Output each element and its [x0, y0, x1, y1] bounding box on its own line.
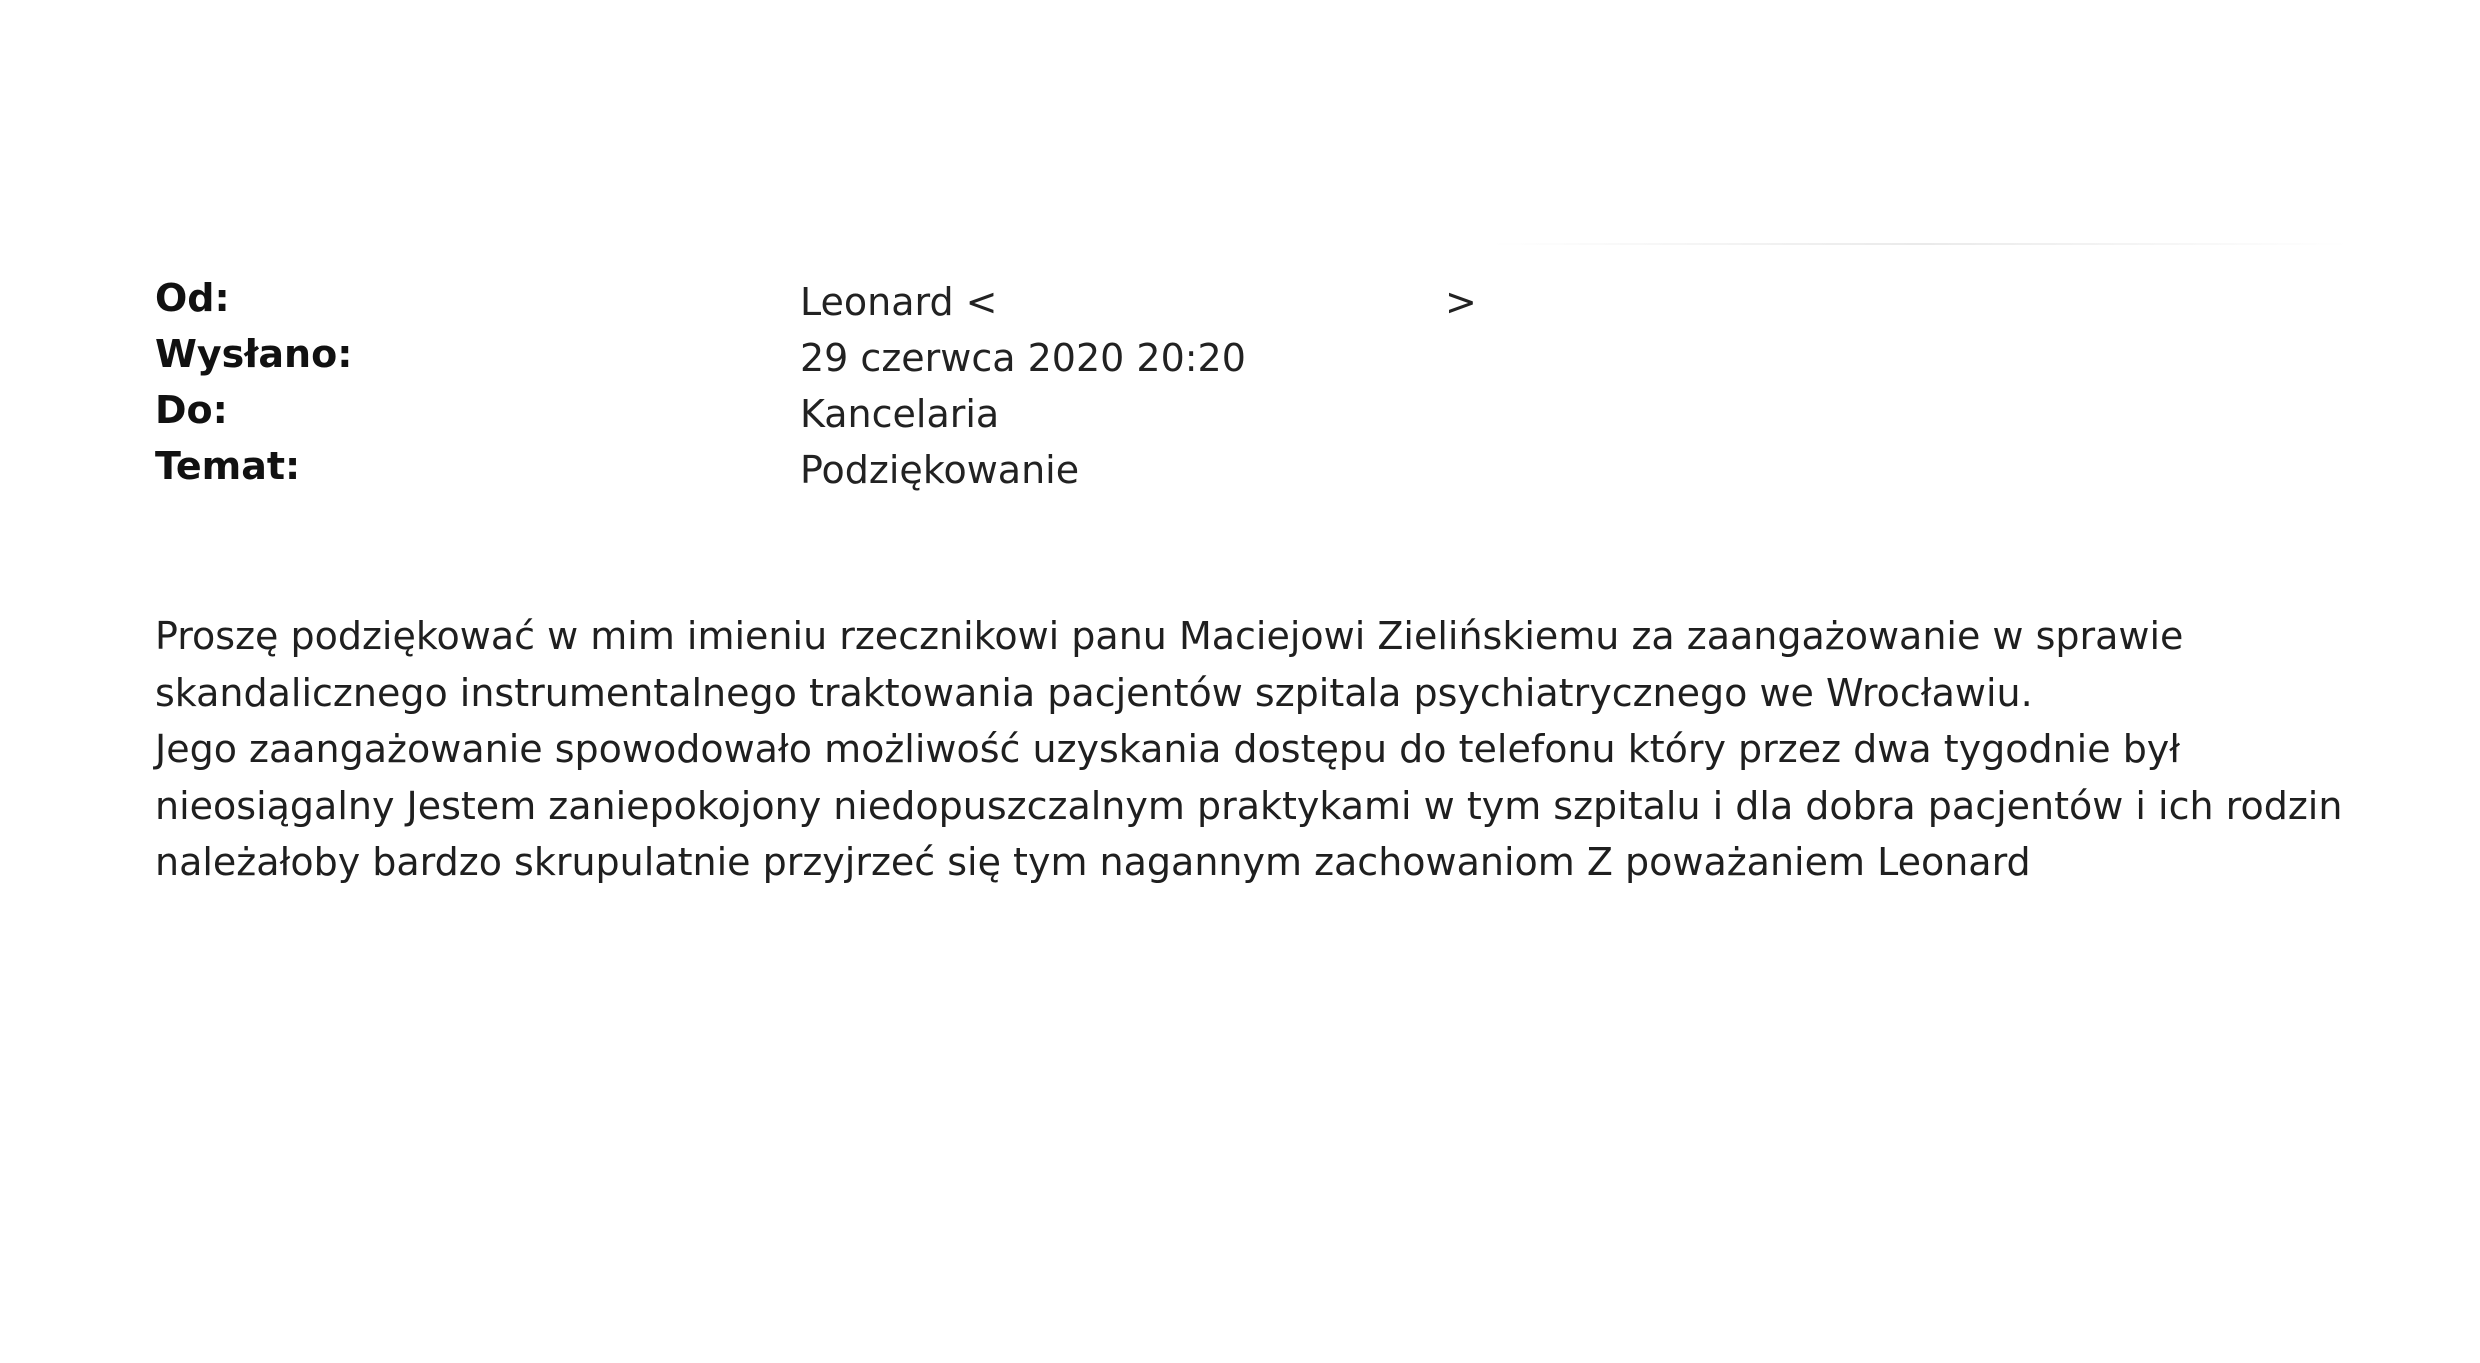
from-value-end: > — [1445, 280, 1477, 324]
body-line: skandalicznego instrumentalnego traktowania pacjentów szpitala psychiatrycznego we Wrocławiu. — [155, 670, 2033, 715]
sent-value: 29 czerwca 2020 20:20 — [800, 336, 1246, 380]
body-line: Jego zaangażowanie spowodowało możliwość uzyskania dostępu do telefonu który przez dwa tygodnie był — [155, 727, 2181, 771]
to-value: Kancelaria — [800, 392, 1000, 436]
from-label: Od: — [155, 276, 230, 320]
header-row-from — [155, 270, 1555, 326]
to-label: Do: — [155, 388, 228, 432]
header-row-to — [155, 382, 1555, 438]
body-line: nieosiągalny Jestem zaniepokojony niedopuszczalnym praktykami w tym szpitalu i dla dobra pacjentów i ich rodzin — [155, 783, 2343, 828]
email-body — [155, 608, 2343, 891]
scan-artifact-line — [1490, 243, 2350, 245]
from-value: Leonard < — [800, 280, 998, 324]
body-line: Proszę podziękować w mim imieniu rzecznikowi panu Maciejowi Zielińskiemu za zaangażowanie w sprawie — [155, 614, 2184, 658]
header-row-subject — [155, 438, 1555, 494]
header-row-sent — [155, 326, 1555, 382]
email-header — [155, 270, 1555, 494]
subject-value: Podziękowanie — [800, 448, 1080, 492]
subject-label: Temat: — [155, 444, 301, 488]
sent-label: Wysłano: — [155, 332, 353, 376]
body-line: należałoby bardzo skrupulatnie przyjrzeć się tym nagannym zachowaniom Z poważaniem Leonard — [155, 840, 2031, 884]
